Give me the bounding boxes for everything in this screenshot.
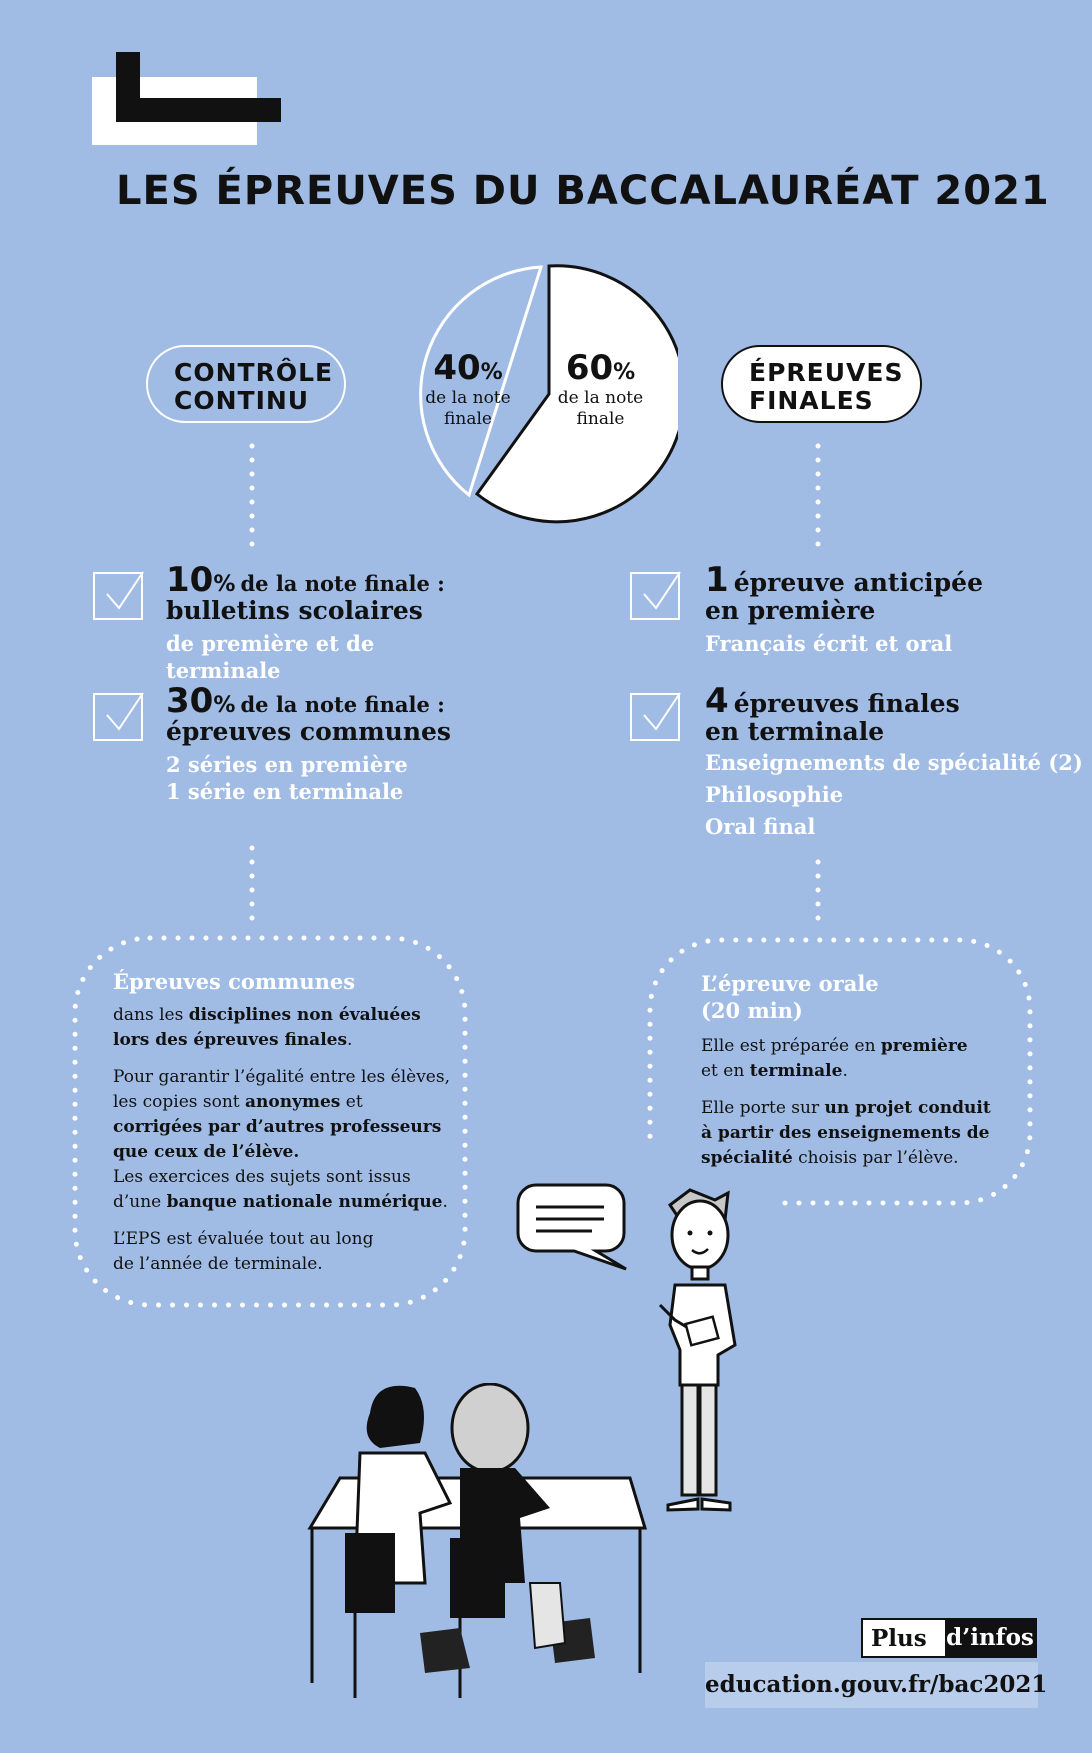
pie-text-60: de la note finale: [557, 388, 644, 429]
pie-pct-60: 60: [565, 348, 614, 388]
pill-epreuves-finales: ÉPREUVES FINALES: [721, 345, 922, 423]
speech-bubble-icon: [516, 1183, 636, 1273]
box-paragraph: Elle porte sur un projet conduit à partir des enseignements de spécialité choisis par l’élève.: [701, 1098, 991, 1168]
pill-controle-continu: CONTRÔLE CONTINU: [146, 345, 346, 423]
pie-label-60: 60% de la note finale: [548, 348, 653, 430]
box-paragraph: L’EPS est évaluée tout au long de l’année de terminale.: [113, 1229, 374, 1274]
box-paragraph: Pour garantir l’égalité entre les élèves, les copies sont anonymes et corrigées par d’autres professeurs que ceux de l’élève. Les exercices des sujets sont issus d’une banque nationale numérique.: [113, 1067, 450, 1212]
right-item-1: 1 épreuve anticipée en première Français écrit et oral: [705, 560, 983, 656]
box-paragraph: dans les disciplines non évaluées lors des épreuves finales.: [113, 1005, 421, 1050]
plus-label: Plus: [871, 1625, 927, 1652]
checkbox-icon: [93, 693, 143, 741]
pie-text-40: de la note finale: [425, 388, 511, 429]
pie-label-40: 40% de la note finale: [418, 348, 518, 430]
checkbox-icon: [630, 572, 680, 620]
footer-url-link[interactable]: education.gouv.fr/bac2021: [705, 1662, 1038, 1708]
box-title: Épreuves communes: [113, 969, 356, 994]
left-item-1: 10% de la note finale : bulletins scolaires de première et de terminale: [166, 560, 445, 683]
right-item-2: 4 épreuves finales en terminale Enseignements de spécialité (2) Philosophie Oral final: [705, 681, 1083, 839]
students-illustration: [300, 1383, 660, 1703]
checkbox-icon: [93, 572, 143, 620]
plus-dinfos-badge[interactable]: [861, 1618, 1037, 1658]
info-box-epreuves-communes: [113, 968, 453, 1289]
checkbox-icon: [630, 693, 680, 741]
box-paragraph: Elle est préparée en première et en terminale.: [701, 1036, 968, 1081]
page-title: LES ÉPREUVES DU BACCALAURÉAT 2021: [116, 168, 1050, 214]
dinfos-label: d’infos: [945, 1620, 1035, 1656]
info-box-epreuve-orale: [701, 970, 1001, 1183]
box-title: L’épreuve orale (20 min): [701, 971, 879, 1023]
pie-pct-40: 40: [433, 348, 481, 388]
left-item-2: 30% de la note finale : épreuves communes 2 séries en première 1 série en terminale: [166, 681, 451, 804]
